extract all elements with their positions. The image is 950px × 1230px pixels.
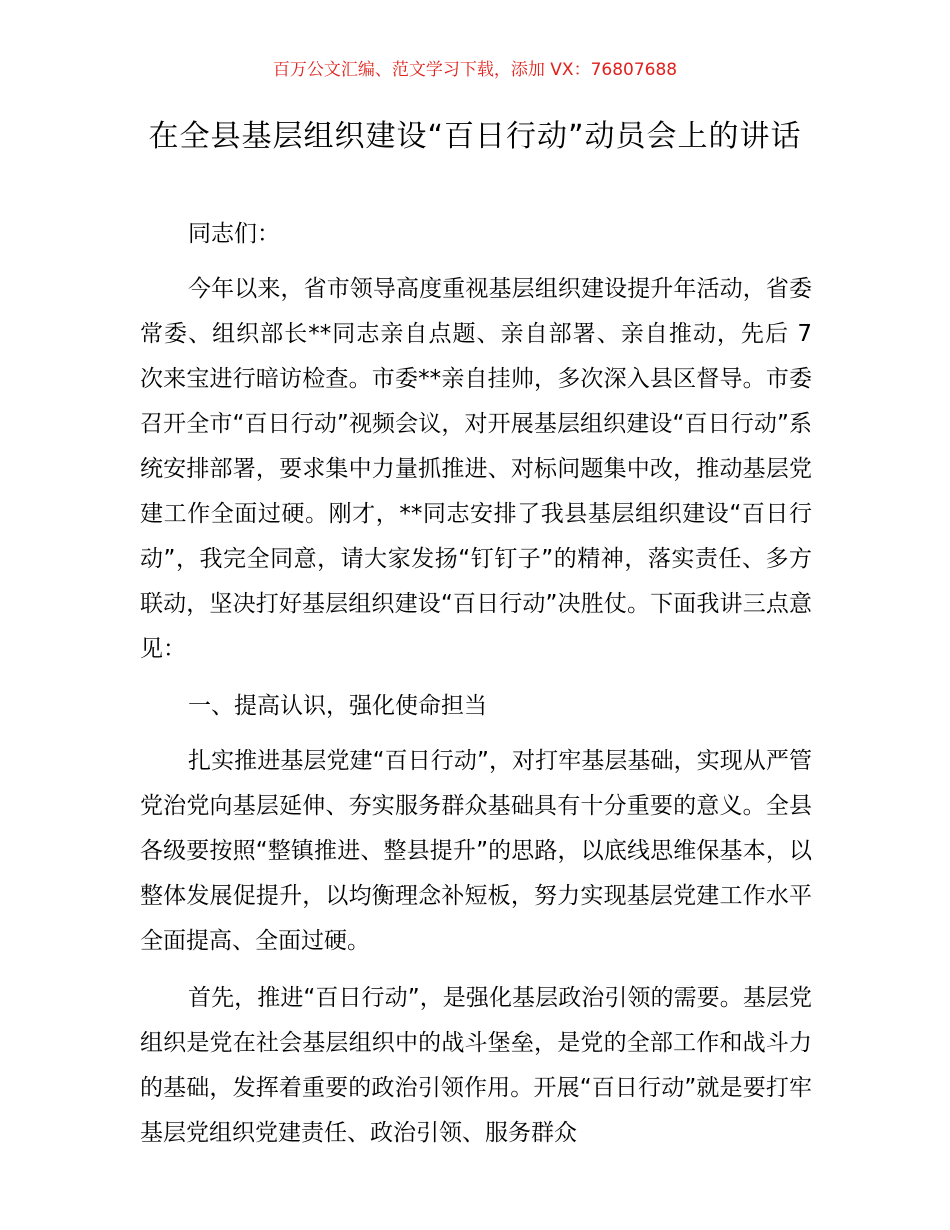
paragraph-intro: 今年以来，省市领导高度重视基层组织建设提升年活动，省委常委、组织部长**同志亲自点题、亲自部署、亲自推动，先后 7 次来宝进行暗访检查。市委**亲自挂帅，多次深入县区督导。市委召开全市“百日行动”视频会议，对开展基层组织建设“百日行动”系统安排部署，要求集中力量抓推进、对标问题集中改，推动基层党建工作全面过硬。刚才，**同志安排了我县基层组织建设“百日行动”，我完全同意，请大家发扬“钉钉子”的精神，落实责任、多方联动，坚决打好基层组织建设“百日行动”决胜仗。下面我讲三点意见： [140,276,812,662]
document-body [140,212,812,1168]
document-title: 在全县基层组织建设“百日行动”动员会上的讲话 [148,119,802,154]
salutation: 同志们： [188,221,280,247]
paragraph-first-point: 首先，推进“百日行动”，是强化基层政治引领的需要。基层党组织是党在社会基层组织中的战斗堡垒，是党的全部工作和战斗力的基础，发挥着重要的政治引领作用。开展“百日行动”就是要打牢基层党组织党建责任、政治引领、服务群众 [140,985,812,1146]
paragraph-section-1: 扎实推进基层党建“百日行动”，对打牢基层基础，实现从严管党治党向基层延伸、夯实服务群众基础具有十分重要的意义。全县各级要按照“整镇推进、整县提升”的思路，以底线思维保基本，以整体发展促提升，以均衡理念补短板，努力实现基层党建工作水平全面提高、全面过硬。 [140,748,812,954]
section-heading-1: 一、提高认识，强化使命担当 [188,693,487,719]
watermark-header: 百万公文汇编、范文学习下载，添加 VX：76807688 [272,60,678,80]
